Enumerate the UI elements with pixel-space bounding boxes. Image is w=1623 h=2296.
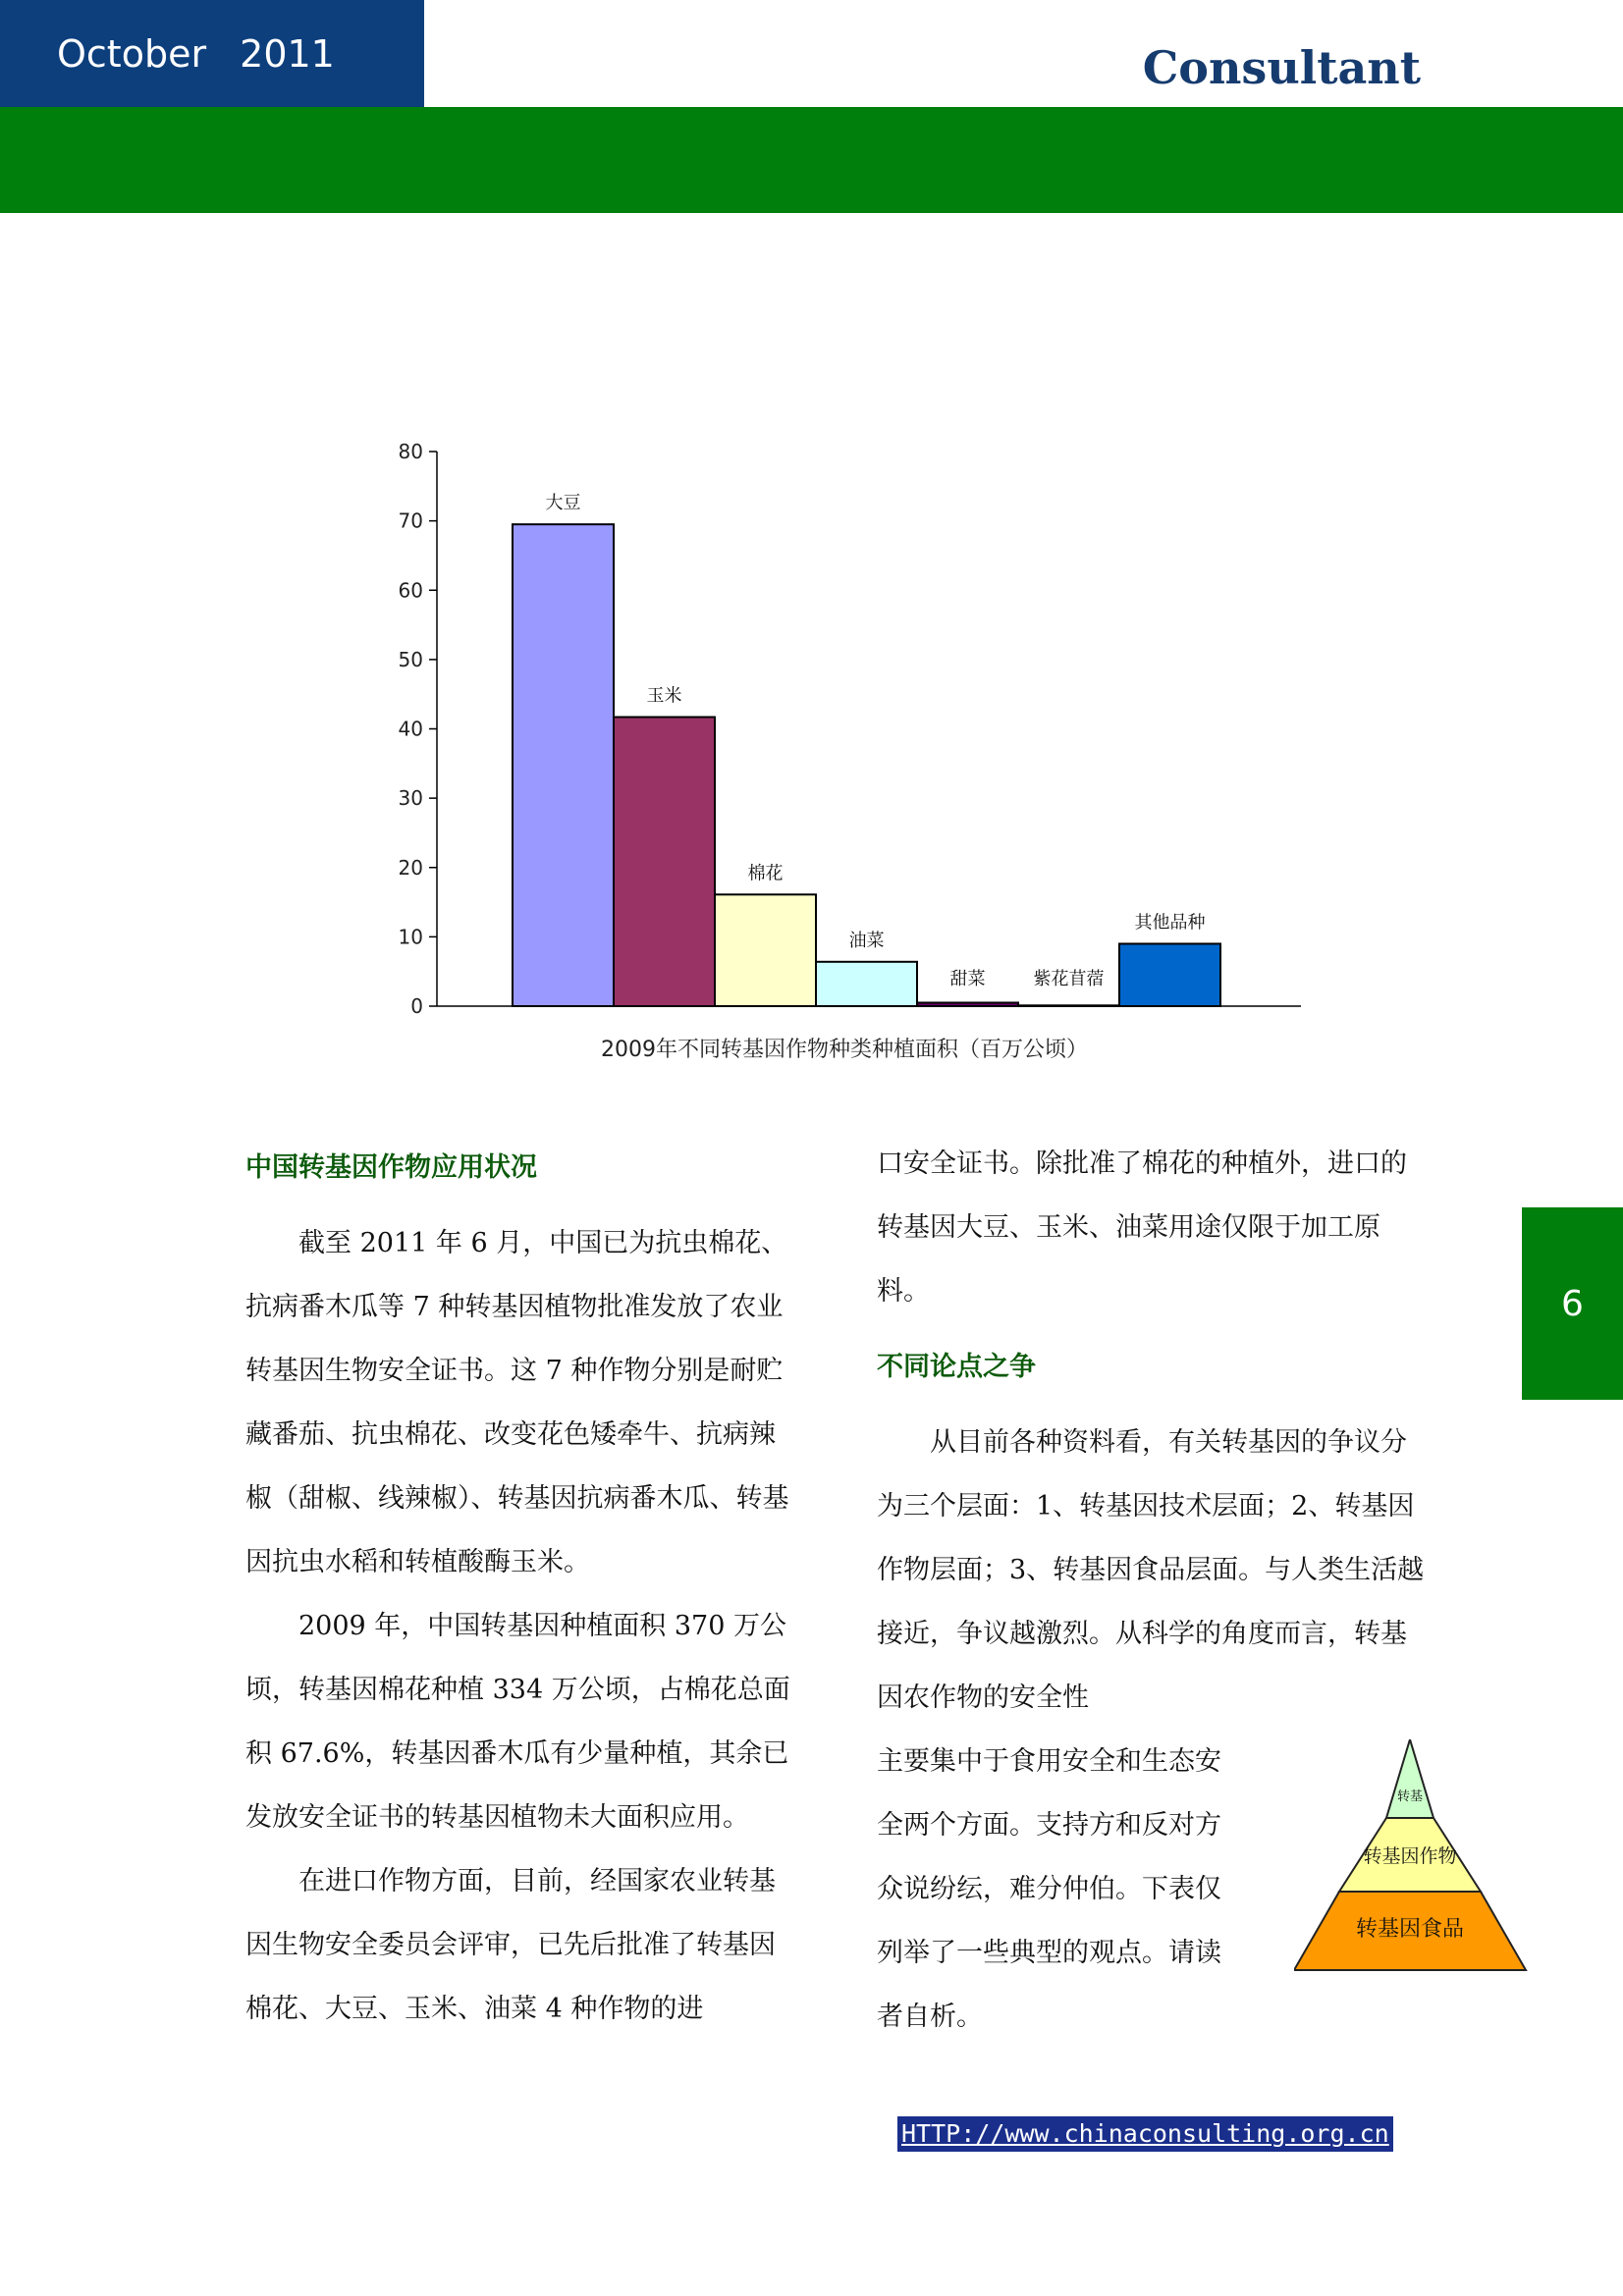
bar-chart bbox=[373, 432, 1316, 1021]
bar-3 bbox=[816, 962, 917, 1006]
paragraph: 截至 2011 年 6 月，中国已为抗虫棉花、抗病番木瓜等 7 种转基因植物批准发放了农业转基因生物安全证书。这 7 种作物分别是耐贮藏番茄、抗虫棉花、改变花色矮牵牛、抗病辣椒（甜椒、线辣椒）、转基因抗病番木瓜、转基因抗虫水稻和转植酸酶玉米。 bbox=[245, 1228, 789, 1577]
paragraph: 口安全证书。除批准了棉花的种植外，进口的转基因大豆、玉米、油菜用途仅限于加工原料。 bbox=[877, 1148, 1407, 1307]
page-number-tab: 6 bbox=[1522, 1207, 1623, 1400]
paragraph: 主要集中于食用安全和生态安全两个方面。支持方和反对方众说纷纭，难分仲伯。下表仅列举了一些典型的观点。请读者自析。 bbox=[877, 1746, 1221, 2032]
paragraph: 从目前各种资料看，有关转基因的争议分为三个层面：1、转基因技术层面；2、转基因作物层面；3、转基因食品层面。与人类生活越接近，争议越激烈。从科学的角度而言，转基因农作物的安全性 bbox=[877, 1427, 1425, 1713]
chart-caption: 2009年不同转基因作物种类种植面积（百万公顷） bbox=[601, 1038, 1088, 1062]
bar-label: 其他品种 bbox=[1134, 912, 1206, 934]
section-heading-gm-status: 中国转基因作物应用状况 bbox=[245, 1152, 537, 1183]
bar-5 bbox=[1018, 1005, 1119, 1006]
y-tick-label: 60 bbox=[398, 578, 423, 603]
bar-label: 玉米 bbox=[646, 685, 682, 707]
paragraph: 在进口作物方面，目前，经国家农业转基因生物安全委员会评审，已先后批准了转基因棉花、大豆、玉米、油菜 4 种作物的进 bbox=[245, 1866, 776, 2024]
pyramid-label-middle: 转基因作物 bbox=[1363, 1845, 1457, 1867]
bar-4 bbox=[917, 1002, 1018, 1006]
left-column bbox=[245, 1136, 795, 2041]
pyramid-label-top: 转基 bbox=[1396, 1789, 1424, 1804]
y-tick-label: 10 bbox=[398, 925, 423, 949]
pyramid-tier-top bbox=[1386, 1739, 1434, 1818]
website-link[interactable]: HTTP://www.chinaconsulting.org.cn bbox=[897, 2116, 1393, 2152]
bar-0 bbox=[513, 524, 614, 1006]
y-tick-label: 30 bbox=[398, 786, 423, 811]
y-tick-label: 50 bbox=[398, 647, 423, 671]
bar-2 bbox=[715, 894, 816, 1006]
bar-label: 油菜 bbox=[848, 930, 885, 951]
bar-label: 大豆 bbox=[545, 493, 581, 514]
bar-1 bbox=[614, 717, 715, 1006]
y-tick-label: 40 bbox=[398, 717, 423, 741]
bar-6 bbox=[1119, 943, 1220, 1006]
section-heading-debate: 不同论点之争 bbox=[877, 1352, 1036, 1382]
bar-label: 棉花 bbox=[747, 863, 784, 884]
paragraph: 2009 年，中国转基因种植面积 370 万公顷，转基因棉花种植 334 万公顷，占棉花总面积 67.6%，转基因番木瓜有少量种植，其余已发放安全证书的转基因植物未大面积应用。 bbox=[245, 1611, 790, 1833]
header-band bbox=[0, 107, 1623, 213]
y-tick-label: 70 bbox=[398, 508, 423, 533]
magazine-title: Consultant bbox=[1142, 41, 1421, 94]
gm-pyramid-diagram bbox=[1294, 1739, 1530, 1975]
bar-label: 甜菜 bbox=[949, 969, 986, 989]
issue-date: October 2011 bbox=[0, 0, 424, 107]
y-tick-label: 80 bbox=[398, 440, 423, 463]
bar-label: 紫花苜蓿 bbox=[1033, 969, 1105, 989]
pyramid-label-bottom: 转基因食品 bbox=[1355, 1917, 1465, 1942]
y-tick-label: 20 bbox=[398, 855, 423, 880]
y-tick-label: 0 bbox=[410, 994, 423, 1018]
